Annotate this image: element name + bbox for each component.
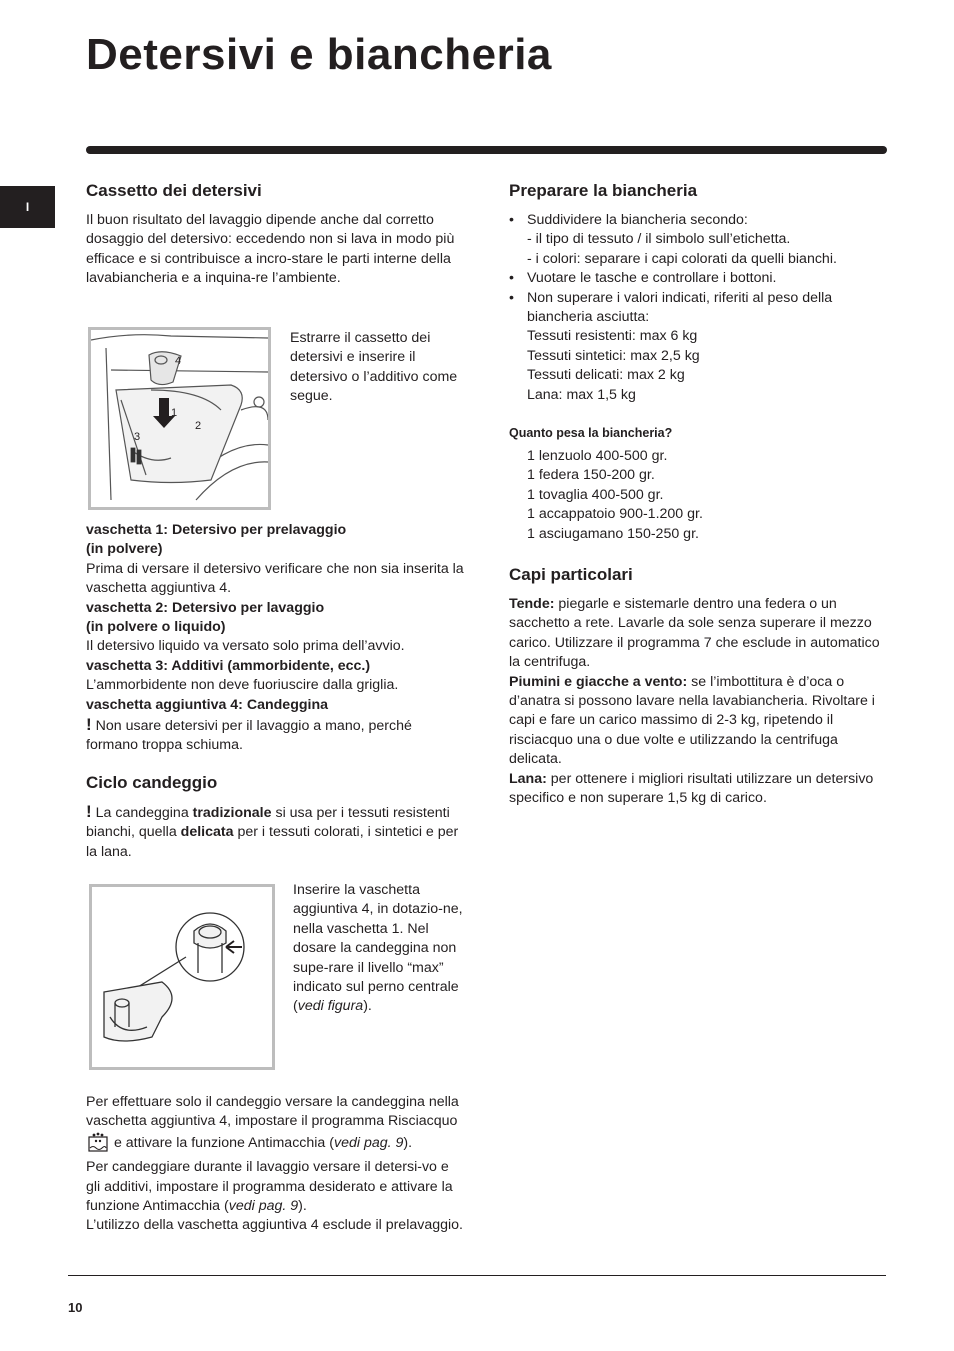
drawer-figure <box>88 327 271 510</box>
vaschetta-4-label: vaschetta aggiuntiva 4: Candeggina <box>86 696 329 713</box>
figure-label-1: 1 <box>171 407 178 419</box>
page-title: Detersivi e biancheria <box>86 30 552 79</box>
tende-label: Tende: <box>509 596 555 612</box>
bleach-compartment-illustration <box>92 887 272 1067</box>
bleach-delicate: delicata <box>180 824 234 841</box>
detergent-drawer-illustration <box>91 330 268 507</box>
drawer-figure-caption: Estrarre il cassetto dei detersivi e inserire il detersivo o l’additivo come segue. <box>290 330 458 405</box>
list-item <box>509 289 887 405</box>
lana-text: per ottenere i migliori risultati utilizzare un detersivo specifico e non superare 1,5 kg di carico. <box>509 770 874 807</box>
prewash-note: L’utilizzo della vaschetta aggiuntiva 4 esclude il prelavaggio. <box>86 1217 463 1234</box>
bleach-text-1: La candeggina <box>95 805 189 821</box>
sort-by-fabric: - il tipo di tessuto / il simbolo sull’etichetta. <box>527 231 791 248</box>
cassetto-heading: Cassetto dei detersivi <box>86 181 262 200</box>
page-number: 10 <box>68 1300 83 1315</box>
vaschetta-3-text: L’ammorbidente non deve fuoriuscire dalla griglia. <box>86 677 399 694</box>
limit-synthetic: Tessuti sintetici: max 2,5 kg <box>527 347 700 364</box>
vaschetta-2-label: vaschetta 2: Detersivo per lavaggio <box>86 599 325 616</box>
bleach-types-text <box>86 802 464 862</box>
weight-heading: Quanto pesa la biancheria? <box>509 426 673 441</box>
limit-delicate: Tessuti delicati: max 2 kg <box>527 367 685 384</box>
vaschetta-2-label-sub: (in polvere o liquido) <box>86 619 226 636</box>
cassetto-section <box>86 180 464 289</box>
bleach-during-wash-paragraph <box>86 1158 464 1216</box>
limit-resistant: Tessuti resistenti: max 6 kg <box>527 328 698 345</box>
vaschette-list <box>86 521 464 756</box>
preparare-heading: Preparare la biancheria <box>509 181 698 200</box>
list-item: • Vuotare le tasche e controllare i bottoni. <box>509 269 887 288</box>
capi-heading: Capi particolari <box>509 565 633 584</box>
bleach-caption-ref: vedi figura <box>297 998 364 1015</box>
capi-section <box>509 564 887 808</box>
tende-text: piegarle e sistemarle dentro una federa o un sacchetto a rete. Lavarle da sole senza superare il mezzo carico. Utilizzare il programma 7 che esclude in automatico la centrifuga. <box>509 596 880 671</box>
tende-paragraph <box>509 595 887 673</box>
detergent-warning-text: Non usare detersivi per il lavaggio a mano, perché formano troppa schiuma. <box>86 718 412 754</box>
bleach-text-3: per i tessuti colorati, i sintetici e per la lana. <box>86 824 459 860</box>
bleach-only-text: Per effettuare solo il candeggio versare la candeggina nella vaschetta aggiuntiva 4, impostare il programma Risciacquo <box>86 1094 459 1130</box>
weight-item: 1 asciugamano 150-250 gr. <box>527 525 699 542</box>
vaschetta-1-text: Prima di versare il detersivo verificare che non sia inserita la vaschetta aggiuntiva 4. <box>86 560 464 597</box>
bleach-caption-end: ). <box>363 998 372 1015</box>
limit-wool: Lana: max 1,5 kg <box>527 386 636 403</box>
rinse-icon <box>88 1132 108 1158</box>
bleach-only-text-2: e attivare la funzione Antimacchia ( <box>113 1134 334 1151</box>
bleach-traditional: tradizionale <box>192 805 272 821</box>
detergent-warning <box>86 715 464 756</box>
bleach-during-end: ). <box>298 1198 307 1215</box>
bleach-text-2: si usa per i tessuti resistenti bianchi, quella <box>86 805 450 841</box>
warning-icon: ! <box>86 715 92 735</box>
language-tab: I <box>0 186 55 228</box>
footer-rule <box>68 1275 886 1276</box>
page-ref-1: vedi pag. 9 <box>333 1134 404 1151</box>
vaschetta-3-label: vaschetta 3: Additivi (ammorbidente, ecc.) <box>86 657 371 674</box>
piumini-label: Piumini e giacche a vento: <box>509 673 688 690</box>
bleach-figure-caption <box>293 881 465 1017</box>
preparare-list <box>509 211 887 405</box>
load-limit-instruction: • Non superare i valori indicati, riferiti al peso della biancheria asciutta: <box>527 289 833 326</box>
weight-item: 1 accappatoio 900-1.200 gr. <box>527 506 703 523</box>
figure-label-2: 2 <box>195 420 202 432</box>
figure-label-4: 4 <box>175 355 182 367</box>
weight-list <box>509 447 887 544</box>
sort-by-color: - i colori: separare i capi colorati da quelli bianchi. <box>527 250 837 267</box>
weight-item: 1 lenzuolo 400-500 gr. <box>527 448 668 465</box>
piumini-paragraph <box>509 673 887 770</box>
warning-icon: ! <box>86 802 92 821</box>
lana-label: Lana: <box>509 770 547 787</box>
sort-instruction: • Suddividere la biancheria secondo: <box>527 212 748 228</box>
lana-paragraph <box>509 770 887 809</box>
vaschetta-1-label: vaschetta 1: Detersivo per prelavaggio <box>86 522 347 538</box>
weight-item: 1 tovaglia 400-500 gr. <box>527 486 664 503</box>
vaschetta-2-text: Il detersivo liquido va versato solo prima dell’avvio. <box>86 638 405 655</box>
bleach-during-text: Per candeggiare durante il lavaggio versare il detersi-vo e gli additivi, impostare il programma desiderato e attivare la funzione Antimacchia ( <box>86 1159 453 1215</box>
preparare-section <box>509 180 887 544</box>
vaschetta-1-label-sub: (in polvere) <box>86 541 163 558</box>
title-rule <box>86 146 887 154</box>
bleach-instructions <box>86 1093 464 1236</box>
ciclo-heading: Ciclo candeggio <box>86 773 218 792</box>
bleach-only-end: ). <box>403 1134 413 1151</box>
bleach-caption-text: Inserire la vaschetta aggiuntiva 4, in dotazio-ne, nella vaschetta 1. Nel dosare la candeggina non supe-rare il livello “max” indicato sul perno centrale ( <box>293 882 463 1015</box>
piumini-text: se l’imbottitura è d’oca o d’anatra si possono lavare nella lavabiancheria. Rivoltare i capi e fare un carico massimo di 2-3 kg, ripetendo il risciacquo una o due volte e utilizzando la centrifuga delicata. <box>509 673 875 768</box>
bleach-only-paragraph <box>86 1093 464 1158</box>
cassetto-intro: Il buon risultato del lavaggio dipende anche dal corretto dosaggio del detersivo: eccedendo non si lava in modo più efficace e si contribuisce a incro-stare le parti interne della lavabiancheria e a inquina-re l’ambiente. <box>86 212 455 287</box>
list-item <box>509 211 887 269</box>
ciclo-section <box>86 772 464 862</box>
figure-label-3: 3 <box>134 431 141 443</box>
weight-item: 1 federa 150-200 gr. <box>527 467 655 484</box>
bleach-figure <box>89 884 275 1070</box>
page-ref-2: vedi pag. 9 <box>228 1198 299 1215</box>
